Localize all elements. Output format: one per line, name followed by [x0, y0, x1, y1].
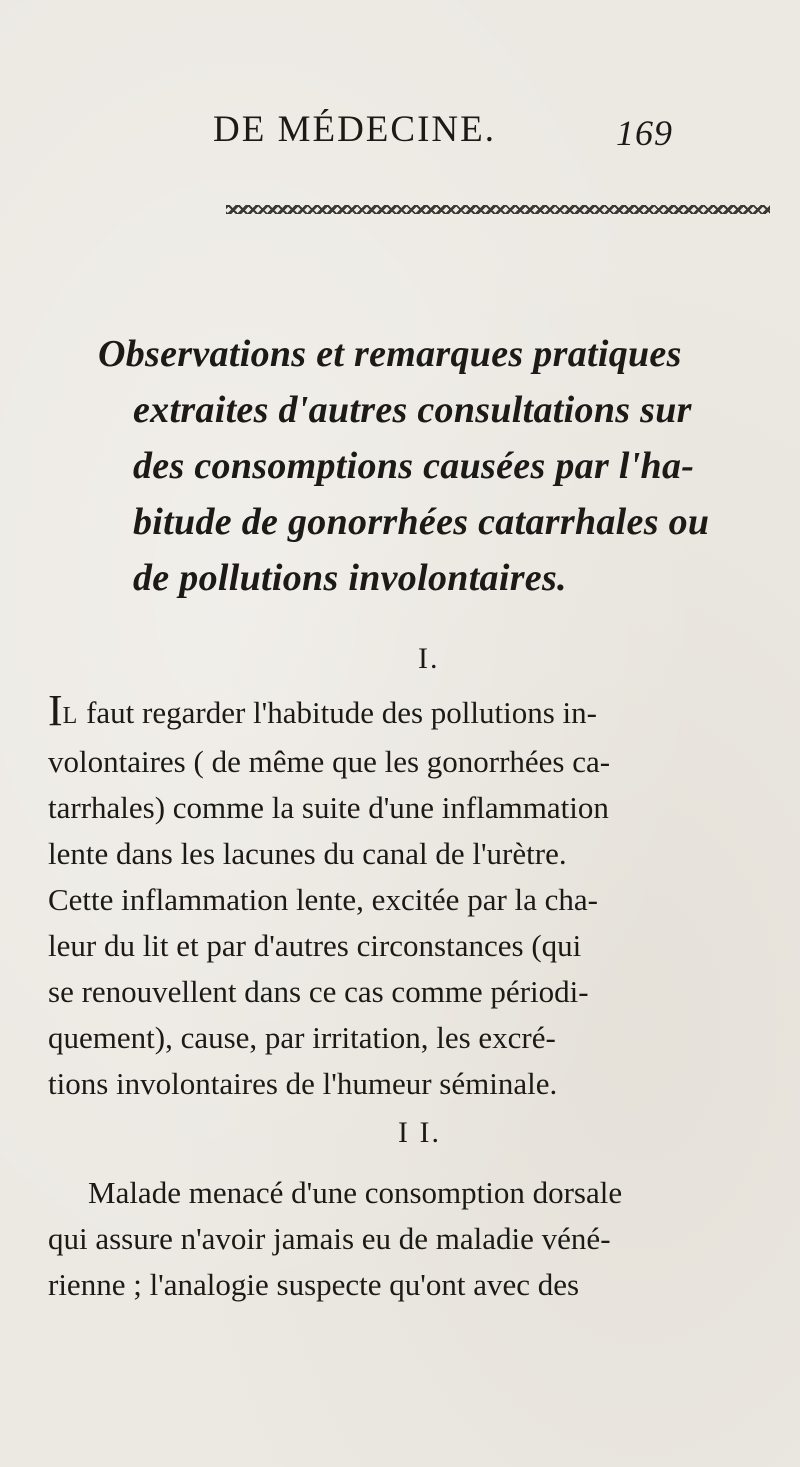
paragraph-line: rienne ; l'analogie suspecte qu'ont avec des	[48, 1267, 580, 1302]
section-number-2: I I.	[398, 1116, 441, 1149]
paragraph-line: leur du lit et par d'autres circonstances (qui	[48, 928, 582, 963]
paragraph-line: tarrhales) comme la suite d'une inflammation	[48, 790, 609, 825]
paragraph-line: Malade menacé d'une consomption dorsale	[88, 1175, 623, 1210]
section-number-1: I.	[418, 642, 440, 675]
paragraph-line: quement), cause, par irritation, les excré-	[48, 1020, 556, 1055]
running-head: DE MÉDECINE.	[213, 109, 496, 150]
line-text: faut regarder l'habitude des pollutions in-	[78, 695, 597, 730]
title-line: bitude de gonorrhées catarrhales ou	[133, 501, 710, 543]
decorative-rule	[226, 205, 770, 214]
paragraph-line: se renouvellent dans ce cas comme périodi-	[48, 974, 589, 1009]
title-line: extraites d'autres consultations sur	[133, 389, 692, 431]
paragraph-line: qui assure n'avoir jamais eu de maladie véné-	[48, 1221, 611, 1256]
title-line: Observations et remarques pratiques	[98, 333, 682, 375]
paragraph-line: lente dans les lacunes du canal de l'urètre.	[48, 836, 567, 871]
section-1-paragraph	[48, 686, 764, 1107]
page-number: 169	[616, 113, 673, 153]
paragraph-line: tions involontaires de l'humeur séminale.	[48, 1066, 558, 1101]
title-line: des consomptions causées par l'ha-	[133, 445, 695, 487]
small-caps: L	[62, 703, 79, 729]
paragraph-line: volontaires ( de même que les gonorrhées ca-	[48, 744, 611, 779]
drop-cap: I	[48, 686, 63, 735]
paragraph-line: Cette inflammation lente, excitée par la cha-	[48, 882, 598, 917]
chapter-title	[98, 326, 758, 606]
paragraph-line	[48, 686, 764, 739]
section-2-paragraph	[48, 1170, 764, 1308]
title-line: de pollutions involontaires.	[133, 557, 567, 599]
